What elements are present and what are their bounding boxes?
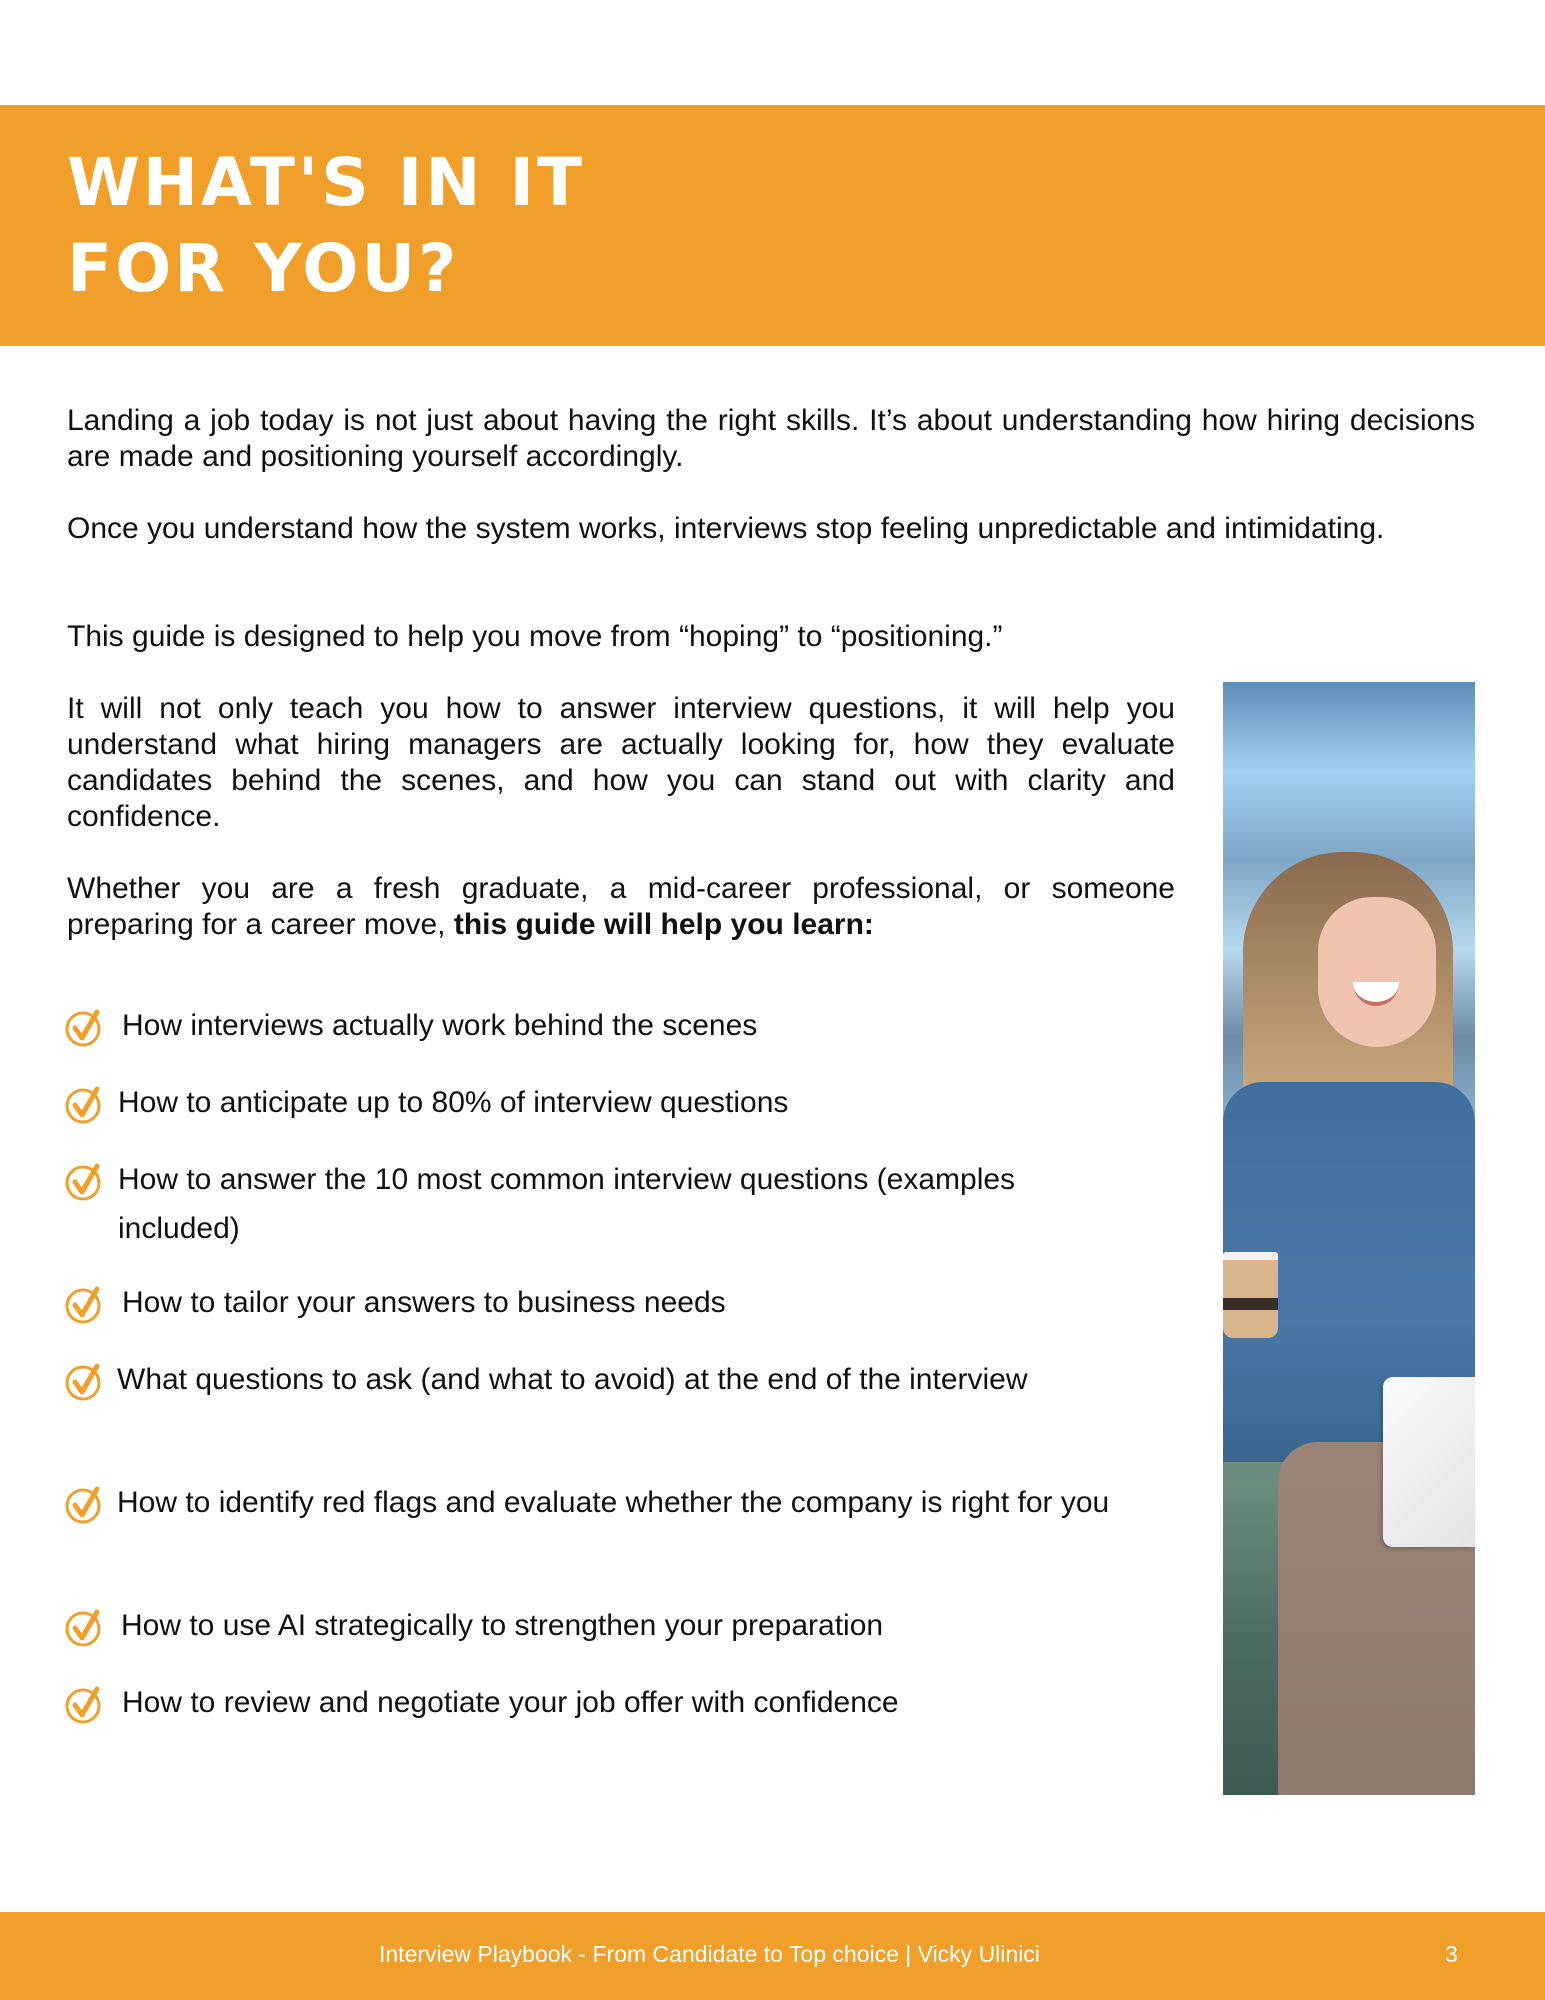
photo-laptop bbox=[1383, 1377, 1475, 1547]
intro-paragraph-5-text: Whether you are a fresh graduate, a mid-career professional, or someone preparing for a career move, bbox=[67, 872, 1175, 941]
intro-paragraph-1: Landing a job today is not just about having the right skills. It’s about understanding how hiring decisions are made and positioning yourself accordingly. bbox=[67, 404, 1475, 473]
list-item-text: How interviews actually work behind the scenes bbox=[122, 1009, 758, 1042]
list-item-text: How to identify red flags and evaluate whether the company is right for you bbox=[117, 1486, 1110, 1519]
footer-text: Interview Playbook - From Candidate to Top choice | Vicky Ulinici bbox=[379, 1941, 1040, 1967]
photo-face bbox=[1318, 897, 1436, 1047]
title-line-2: FOR YOU? bbox=[67, 230, 460, 307]
intro-paragraph-2: Once you understand how the system works, interviews stop feeling unpredictable and intimidating. bbox=[67, 512, 1385, 545]
check-circle-icon bbox=[65, 1684, 105, 1724]
check-circle-icon bbox=[65, 1007, 105, 1047]
intro-paragraph-4: It will not only teach you how to answer interview questions, it will help you understand what hiring managers are actually looking for, how they evaluate candidates behind the scenes, and how you can stand out with clarity and confidence. bbox=[67, 692, 1175, 833]
check-circle-icon bbox=[65, 1361, 105, 1401]
title-line-1: WHAT'S IN IT bbox=[67, 144, 586, 221]
check-circle-icon bbox=[65, 1284, 105, 1324]
photo-coffee-cup bbox=[1223, 1252, 1278, 1338]
intro-paragraph-3: This guide is designed to help you move from “hoping” to “positioning.” bbox=[67, 620, 1003, 653]
woman-photo bbox=[1223, 682, 1475, 1795]
list-item-text: How to review and negotiate your job offer with confidence bbox=[122, 1686, 899, 1719]
list-item-text: How to answer the 10 most common interview questions (examples included) bbox=[118, 1163, 1016, 1245]
list-item-text: How to use AI strategically to strengthen your preparation bbox=[121, 1609, 884, 1642]
page-title bbox=[67, 140, 585, 312]
check-circle-icon bbox=[65, 1484, 105, 1524]
check-circle-icon bbox=[65, 1161, 105, 1201]
check-circle-icon bbox=[65, 1607, 105, 1647]
page-number: 3 bbox=[1445, 1941, 1458, 1967]
check-circle-icon bbox=[65, 1084, 105, 1124]
list-item-text: How to tailor your answers to business needs bbox=[122, 1286, 726, 1319]
intro-paragraph-5-bold: this guide will help you learn: bbox=[453, 908, 874, 941]
intro-paragraph-5 bbox=[67, 871, 1175, 943]
list-item-text: How to anticipate up to 80% of interview questions bbox=[118, 1086, 789, 1119]
list-item-text: What questions to ask (and what to avoid) at the end of the interview bbox=[117, 1363, 1028, 1396]
